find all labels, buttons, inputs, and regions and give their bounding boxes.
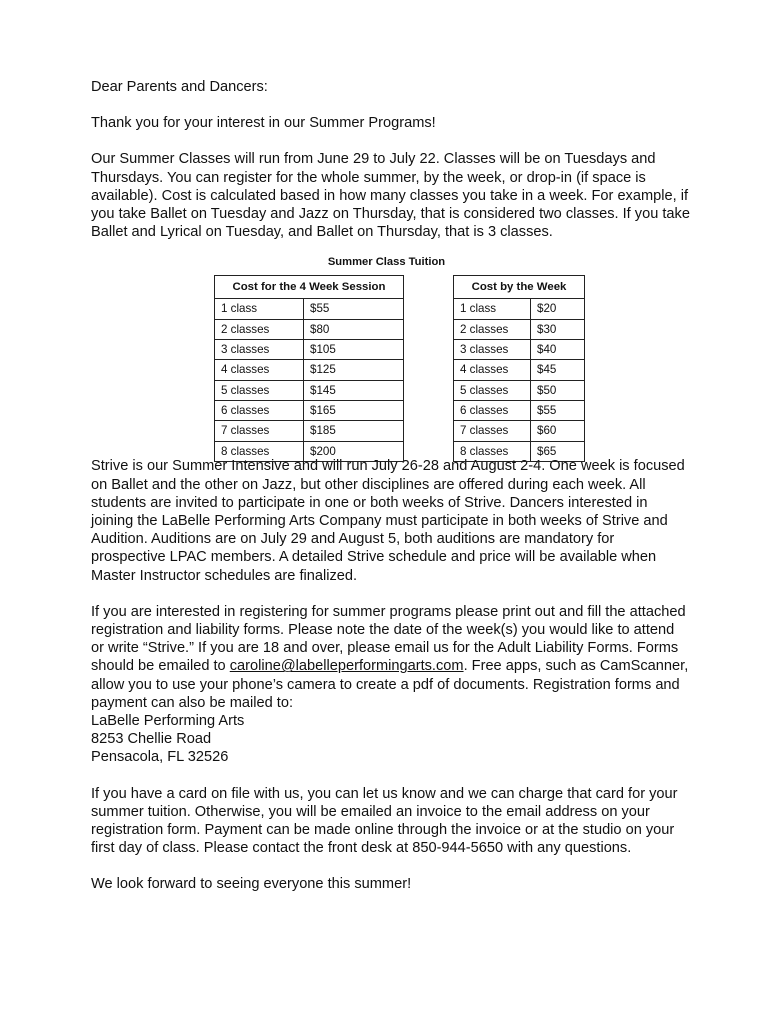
address-street: 8253 Chellie Road [91,731,212,748]
price: $125 [304,360,404,380]
week-table-header: Cost by the Week [454,276,585,299]
class-count: 7 classes [215,421,304,441]
session-cost-table [214,275,404,461]
tuition-tables [91,275,691,457]
address-city: Pensacola, FL 32526 [91,749,229,766]
class-count: 3 classes [454,340,531,360]
class-count: 5 classes [215,380,304,400]
table-row [454,441,585,461]
session-table-header: Cost for the 4 Week Session [215,276,404,299]
class-count: 4 classes [215,360,304,380]
registration-text-part2: . Free apps, such as CamScanner, allow you to use your phone’s camera to create a pdf of documents. Registration forms and payment can also be mailed to: [91,658,689,711]
class-count: 8 classes [454,441,531,461]
table-row [454,421,585,441]
class-count: 1 class [215,299,304,319]
table-row [454,360,585,380]
strive-paragraph: Strive is our Summer Intensive and will run July 26-28 and August 2-4. One week is focused on Ballet and the other on Jazz, but other disciplines are offered during each week. All students are invited to participate in one or both weeks of Strive. Dancers interested in joining the LaBelle Performing Arts Company must participate in both weeks of Strive and Audition. Auditions are on July 29 and August 5, both auditions are mandatory for prospective LPAC members. A detailed Strive schedule and price will be available when Master Instructor schedules are finalized. [91,458,685,584]
greeting: Dear Parents and Dancers: [91,79,268,95]
weekly-cost-table [453,275,585,461]
tuition-title: Summer Class Tuition [327,256,446,269]
price: $30 [531,319,585,339]
email-link[interactable]: caroline@labelleperformingarts.com [229,658,464,675]
table-row [215,299,404,319]
price: $185 [304,421,404,441]
price: $105 [304,340,404,360]
thanks-line: Thank you for your interest in our Summer Programs! [91,115,436,132]
class-count: 8 classes [215,441,304,461]
price: $80 [304,319,404,339]
table-row [215,400,404,420]
table-row [215,360,404,380]
table-row [454,340,585,360]
letter [91,78,691,894]
table-row [215,380,404,400]
price: $165 [304,400,404,420]
price: $200 [304,441,404,461]
price: $60 [531,421,585,441]
price: $20 [531,299,585,319]
registration-paragraph [91,603,691,712]
class-count: 7 classes [454,421,531,441]
table-row [454,380,585,400]
class-count: 3 classes [215,340,304,360]
payment-paragraph: If you have a card on file with us, you can let us know and we can charge that card for your summer tuition. Otherwise, you will be emailed an invoice to the email address on your registration form. Payment can be made online through the invoice or at the studio on your first day of class. Please contact the front desk at 850-944-5650 with any questions. [91,785,678,857]
table-row [454,400,585,420]
mailing-address [91,712,691,767]
price: $45 [531,360,585,380]
summer-classes-paragraph: Our Summer Classes will run from June 29 to July 22. Classes will be on Tuesdays and Thursdays. You can register for the whole summer, by the week, or drop-in (if space is available). Cost is calculated based in how many classes you take in a week. For example, if you take Ballet on Tuesday and Jazz on Thursday, that is considered two classes. If you take Ballet and Lyrical on Tuesday, and Ballet on Thursday, that is 3 classes. [91,151,690,241]
class-count: 4 classes [454,360,531,380]
table-row [454,319,585,339]
class-count: 6 classes [454,400,531,420]
price: $145 [304,380,404,400]
table-row [215,421,404,441]
table-row [215,441,404,461]
price: $65 [531,441,585,461]
price: $55 [304,299,404,319]
table-row [215,319,404,339]
closing-line: We look forward to seeing everyone this summer! [91,876,412,893]
table-row [215,340,404,360]
class-count: 2 classes [215,319,304,339]
class-count: 6 classes [215,400,304,420]
registration-text-part1: If you are interested in registering for summer programs please print out and fill the attached registration and liability forms. Please note the date of the week(s) you would like to attend or write “Strive.” If you are 18 and over, please email us for the Adult Liability Forms. Forms should be emailed to [91,603,686,675]
price: $55 [531,400,585,420]
class-count: 1 class [454,299,531,319]
address-name: LaBelle Performing Arts [91,713,245,730]
price: $40 [531,340,585,360]
class-count: 2 classes [454,319,531,339]
price: $50 [531,380,585,400]
table-row [454,299,585,319]
class-count: 5 classes [454,380,531,400]
